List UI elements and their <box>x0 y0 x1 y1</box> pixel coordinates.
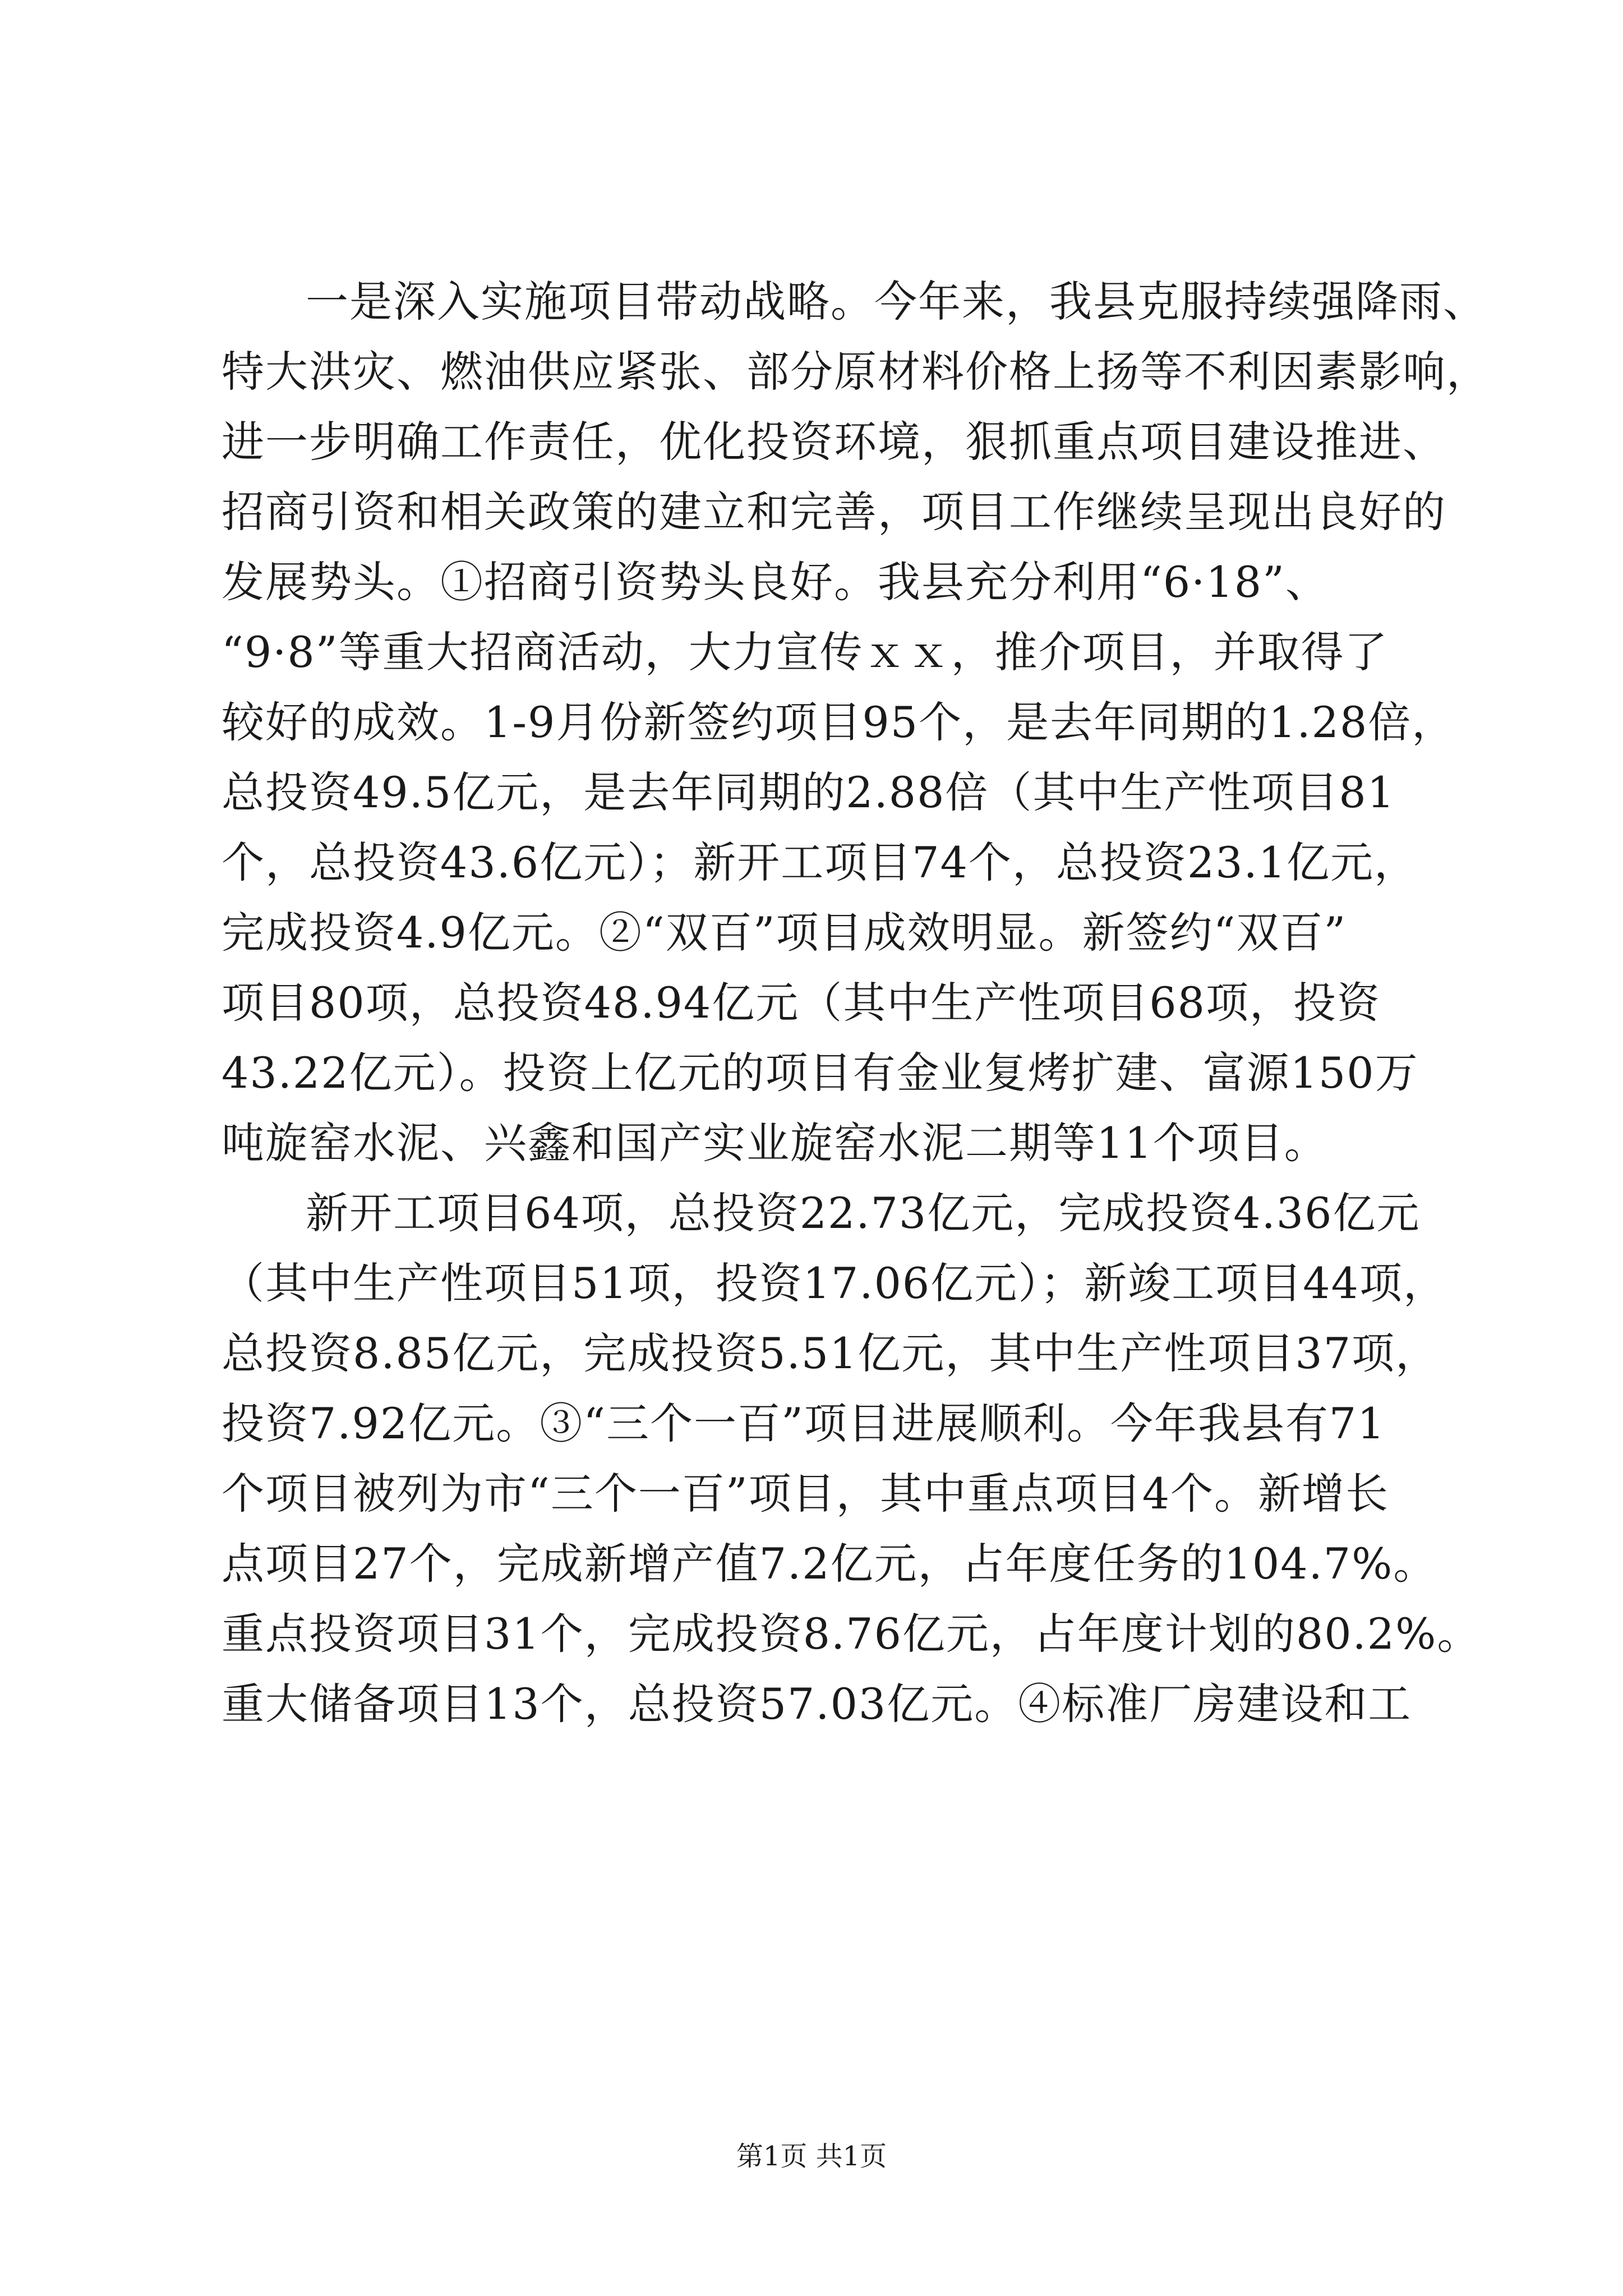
paragraph-2-line-7: 重点投资项目31个，完成投资8.76亿元，占年度计划的80.2%。 <box>222 1609 1481 1659</box>
paragraph-2-line-3: 总投资8.85亿元，完成投资5.51亿元，其中生产性项目37项， <box>222 1328 1440 1378</box>
paragraph-1-line-1: 一是深入实施项目带动战略。今年来，我县克服持续强降雨、 <box>306 277 1487 326</box>
page-footer: 第1页 共1页 <box>736 2141 887 2172</box>
paragraph-1-line-6: “9·8”等重大招商活动，大力宣传ｘｘ，推介项目，并取得了 <box>222 627 1389 677</box>
paragraph-1-line-5: 发展势头。①招商引资势头良好。我县充分利用“6·18”、 <box>222 557 1329 607</box>
paragraph-1-line-4: 招商引资和相关政策的建立和完善，项目工作继续呈现出良好的 <box>222 487 1446 537</box>
paragraph-2-line-6: 点项目27个，完成新增产值7.2亿元，占年度任务的104.7%。 <box>222 1539 1437 1589</box>
paragraph-2-line-8: 重大储备项目13个，总投资57.03亿元。④标准厂房建设和工 <box>222 1679 1412 1729</box>
paragraph-1-line-13: 吨旋窑水泥、兴鑫和国产实业旋窑水泥二期等11个项目。 <box>222 1118 1328 1168</box>
paragraph-1-line-3: 进一步明确工作责任，优化投资环境，狠抓重点项目建设推进、 <box>222 417 1446 467</box>
paragraph-1-line-8: 总投资49.5亿元，是去年同期的2.88倍（其中生产性项目81 <box>222 767 1396 817</box>
paragraph-2-line-5: 个项目被列为市“三个一百”项目，其中重点项目4个。新增长 <box>222 1469 1390 1519</box>
paragraph-1-line-2: 特大洪灾、燃油供应紧张、部分原材料价格上扬等不利因素影响， <box>222 347 1490 397</box>
paragraph-1-line-10: 完成投资4.9亿元。②“双百”项目成效明显。新签约“双百” <box>222 908 1347 958</box>
paragraph-1-line-12: 43.22亿元）。投资上亿元的项目有金业复烤扩建、富源150万 <box>222 1048 1419 1098</box>
paragraph-2-line-1: 新开工项目64项，总投资22.73亿元，完成投资4.36亿元 <box>306 1188 1421 1238</box>
paragraph-2-line-2: （其中生产性项目51项，投资17.06亿元）；新竣工项目44项， <box>222 1258 1447 1308</box>
paragraph-1-line-7: 较好的成效。1-9月份新签约项目95个，是去年同期的1.28倍， <box>222 697 1456 747</box>
paragraph-1-line-9: 个，总投资43.6亿元）；新开工项目74个，总投资23.1亿元， <box>222 838 1418 887</box>
paragraph-2-line-4: 投资7.92亿元。③“三个一百”项目进展顺利。今年我县有71 <box>222 1398 1386 1448</box>
paragraph-1-line-11: 项目80项，总投资48.94亿元（其中生产性项目68项，投资 <box>222 978 1381 1028</box>
